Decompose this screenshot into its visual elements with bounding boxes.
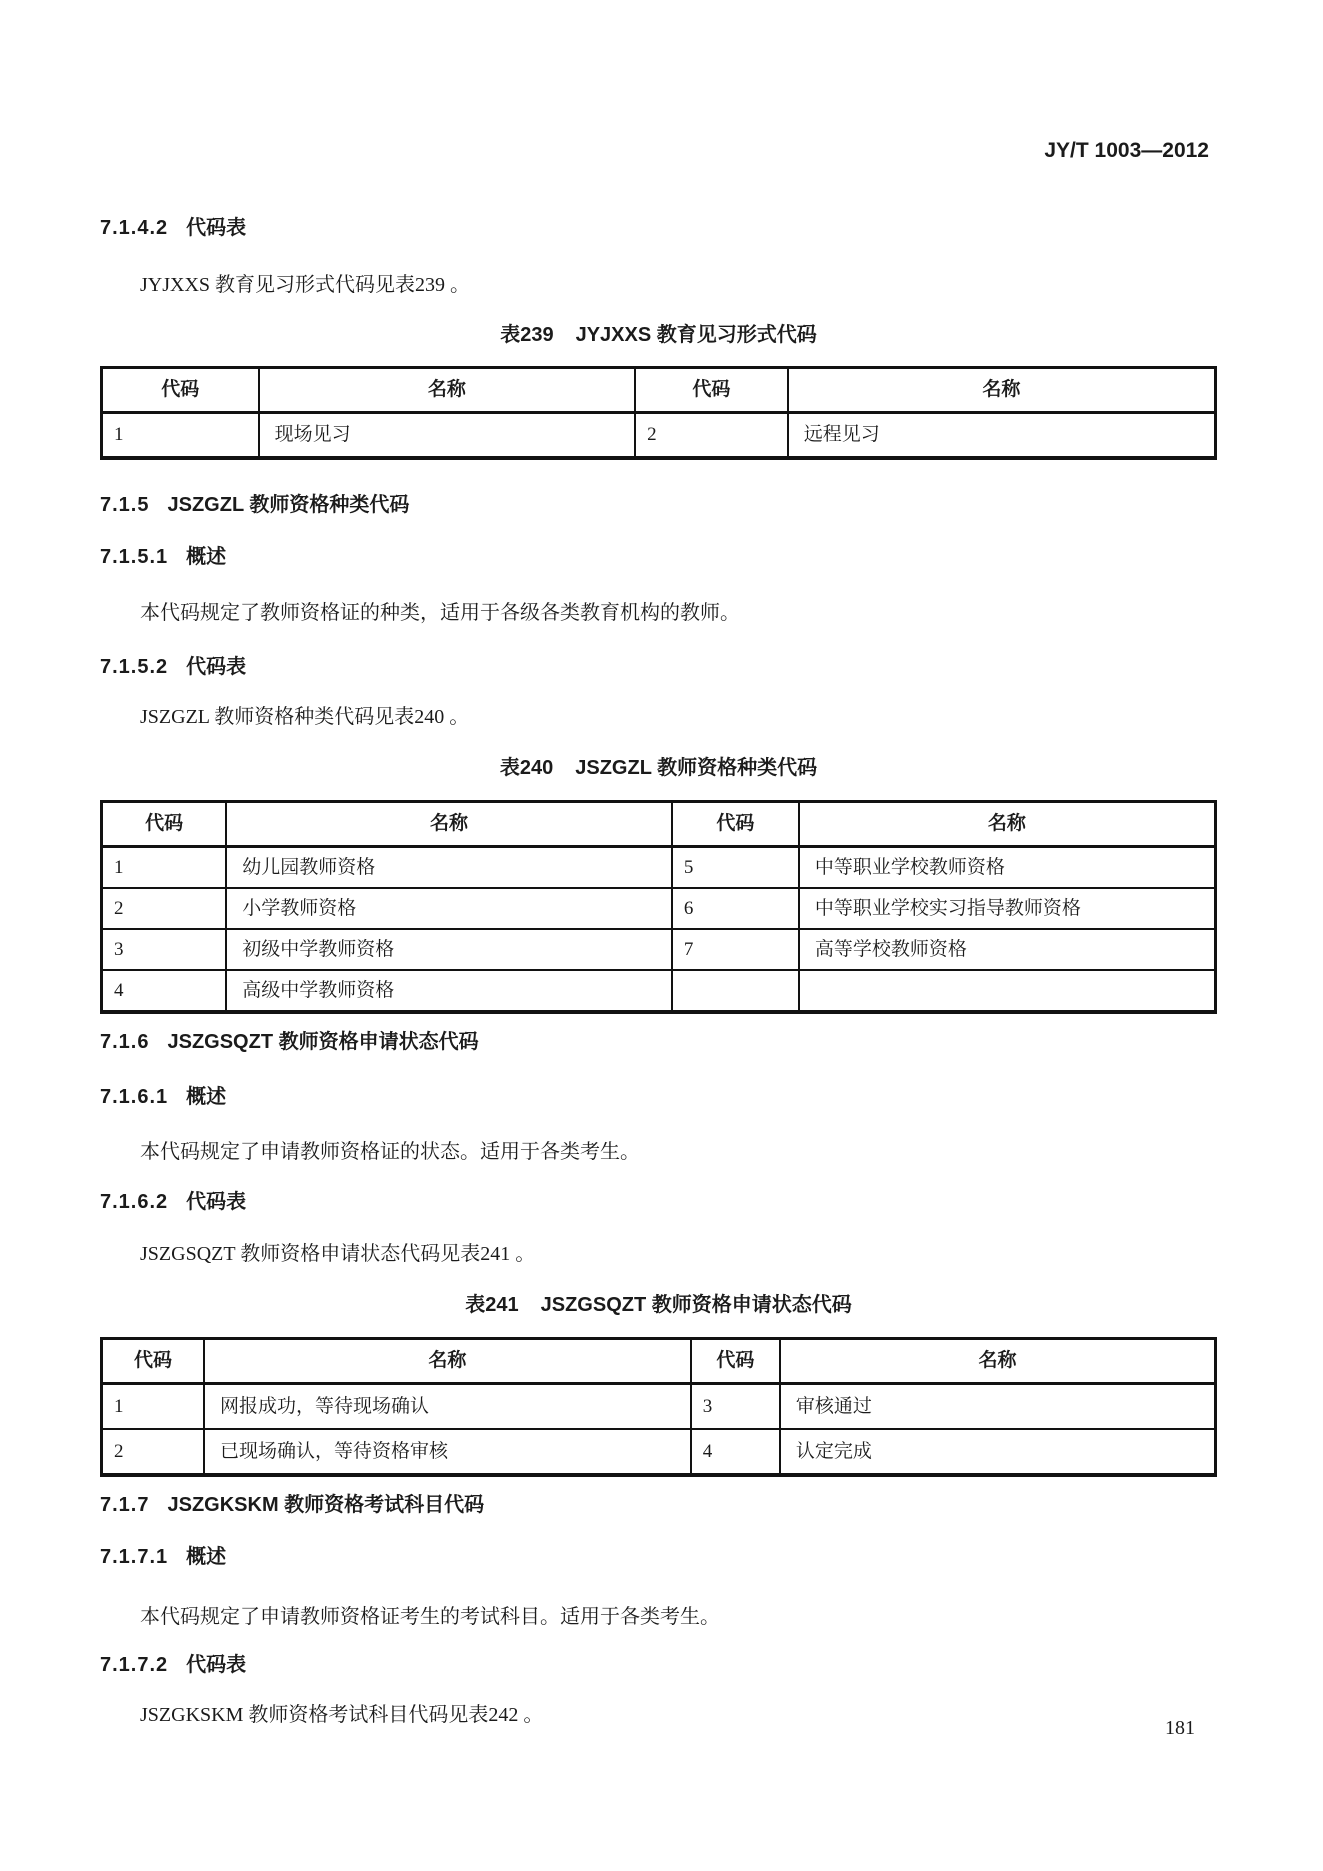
table-row	[102, 888, 1216, 929]
section-title: 代码表	[186, 217, 247, 239]
section-number: 7.1.4.2	[100, 217, 169, 239]
table-240-label: 表240	[499, 757, 554, 779]
code-table-241	[100, 1337, 1217, 1477]
name-cell: 高级中学教师资格	[226, 970, 672, 1012]
name-cell: 中等职业学校实习指导教师资格	[799, 888, 1216, 929]
table-header-row	[102, 368, 1216, 413]
name-cell: 网报成功，等待现场确认	[204, 1384, 691, 1430]
section-heading-7-1-5	[100, 492, 1217, 518]
paragraph-see-table-241: JSZGSQZT 教师资格申请状态代码见表241 。	[140, 1243, 536, 1265]
paragraph-see-table-240: JSZGZL 教师资格种类代码见表240 。	[140, 706, 470, 728]
table-239-title: JYJXXS 教育见习形式代码	[575, 324, 817, 346]
table-header-row	[102, 1339, 1216, 1384]
section-heading-7-1-7-1	[100, 1544, 1217, 1570]
section-heading-7-1-7-2	[100, 1652, 1217, 1678]
table-row	[102, 1429, 1216, 1475]
column-header-code: 代码	[102, 368, 259, 413]
name-cell: 中等职业学校教师资格	[799, 847, 1216, 889]
column-header-name: 名称	[780, 1339, 1216, 1384]
table-241-title: JSZGSQZT 教师资格申请状态代码	[540, 1294, 852, 1316]
code-cell: 4	[691, 1429, 780, 1475]
column-header-code: 代码	[102, 1339, 204, 1384]
section-number: 7.1.5.2	[100, 656, 169, 678]
section-number: 7.1.7.1	[100, 1546, 169, 1568]
code-cell: 1	[102, 413, 259, 459]
code-cell: 3	[102, 929, 227, 970]
table-241-label: 表241	[465, 1294, 519, 1316]
column-header-name: 名称	[226, 802, 672, 847]
section-heading-7-1-6-2	[100, 1189, 1217, 1215]
name-cell: 小学教师资格	[226, 888, 672, 929]
table-240-caption	[100, 755, 1217, 781]
table-row	[102, 929, 1216, 970]
paragraph-overview-7-1-6: 本代码规定了申请教师资格证的状态。适用于各类考生。	[140, 1141, 640, 1163]
code-cell: 2	[635, 413, 788, 459]
paragraph-see-table-239: JYJXXS 教育见习形式代码见表239 。	[140, 274, 471, 296]
section-number: 7.1.7.2	[100, 1654, 169, 1676]
section-number: 7.1.7	[100, 1494, 150, 1516]
code-cell	[672, 970, 799, 1012]
section-number: 7.1.6.2	[100, 1191, 169, 1213]
name-cell: 认定完成	[780, 1429, 1216, 1475]
code-cell: 1	[102, 1384, 204, 1430]
section-number: 7.1.6.1	[100, 1086, 169, 1108]
section-number: 7.1.5	[100, 494, 150, 516]
column-header-code: 代码	[672, 802, 799, 847]
code-cell: 3	[691, 1384, 780, 1430]
paragraph-overview-7-1-5: 本代码规定了教师资格证的种类，适用于各级各类教育机构的教师。	[140, 602, 740, 624]
page-content	[100, 0, 1217, 1728]
code-cell: 2	[102, 1429, 204, 1475]
column-header-code: 代码	[635, 368, 788, 413]
section-title: JSZGSQZT 教师资格申请状态代码	[167, 1031, 479, 1053]
section-title: 概述	[186, 546, 227, 568]
column-header-name: 名称	[788, 368, 1216, 413]
table-240-title: JSZGZL 教师资格种类代码	[575, 757, 818, 779]
code-cell: 2	[102, 888, 227, 929]
table-row	[102, 413, 1216, 459]
column-header-code: 代码	[102, 802, 227, 847]
section-title: JSZGKSKM 教师资格考试科目代码	[167, 1494, 485, 1516]
code-cell: 7	[672, 929, 799, 970]
table-row	[102, 970, 1216, 1012]
section-heading-7-1-5-2	[100, 654, 1217, 680]
table-241-caption	[100, 1292, 1217, 1318]
name-cell: 高等学校教师资格	[799, 929, 1216, 970]
section-number: 7.1.5.1	[100, 546, 169, 568]
column-header-code: 代码	[691, 1339, 780, 1384]
code-cell: 5	[672, 847, 799, 889]
section-title: 代码表	[186, 656, 247, 678]
section-heading-7-1-6-1	[100, 1084, 1217, 1110]
code-table-239	[100, 366, 1217, 460]
column-header-name: 名称	[259, 368, 636, 413]
name-cell: 审核通过	[780, 1384, 1216, 1430]
paragraph-see-table-242: JSZGKSKM 教师资格考试科目代码见表242 。	[140, 1704, 544, 1726]
section-number: 7.1.6	[100, 1031, 150, 1053]
page-number: 181	[1165, 1717, 1195, 1739]
section-heading-7-1-4-2	[100, 215, 1217, 241]
code-cell: 4	[102, 970, 227, 1012]
section-title: JSZGZL 教师资格种类代码	[167, 494, 410, 516]
name-cell: 幼儿园教师资格	[226, 847, 672, 889]
code-cell: 1	[102, 847, 227, 889]
section-heading-7-1-5-1	[100, 544, 1217, 570]
section-title: 代码表	[186, 1191, 247, 1213]
name-cell: 初级中学教师资格	[226, 929, 672, 970]
code-table-240	[100, 800, 1217, 1014]
table-239-caption	[100, 322, 1217, 348]
section-title: 概述	[186, 1546, 227, 1568]
section-title: 概述	[186, 1086, 227, 1108]
table-header-row	[102, 802, 1216, 847]
name-cell: 远程见习	[788, 413, 1216, 459]
table-239-label: 表239	[500, 324, 554, 346]
column-header-name: 名称	[204, 1339, 691, 1384]
column-header-name: 名称	[799, 802, 1216, 847]
section-heading-7-1-7	[100, 1492, 1217, 1518]
table-row	[102, 1384, 1216, 1430]
name-cell: 现场见习	[259, 413, 636, 459]
code-cell: 6	[672, 888, 799, 929]
name-cell: 已现场确认，等待资格审核	[204, 1429, 691, 1475]
standard-code-header: JY/T 1003—2012	[1044, 139, 1209, 162]
section-title: 代码表	[186, 1654, 247, 1676]
section-heading-7-1-6	[100, 1029, 1217, 1055]
paragraph-overview-7-1-7: 本代码规定了申请教师资格证考生的考试科目。适用于各类考生。	[140, 1606, 720, 1628]
table-row	[102, 847, 1216, 889]
name-cell	[799, 970, 1216, 1012]
